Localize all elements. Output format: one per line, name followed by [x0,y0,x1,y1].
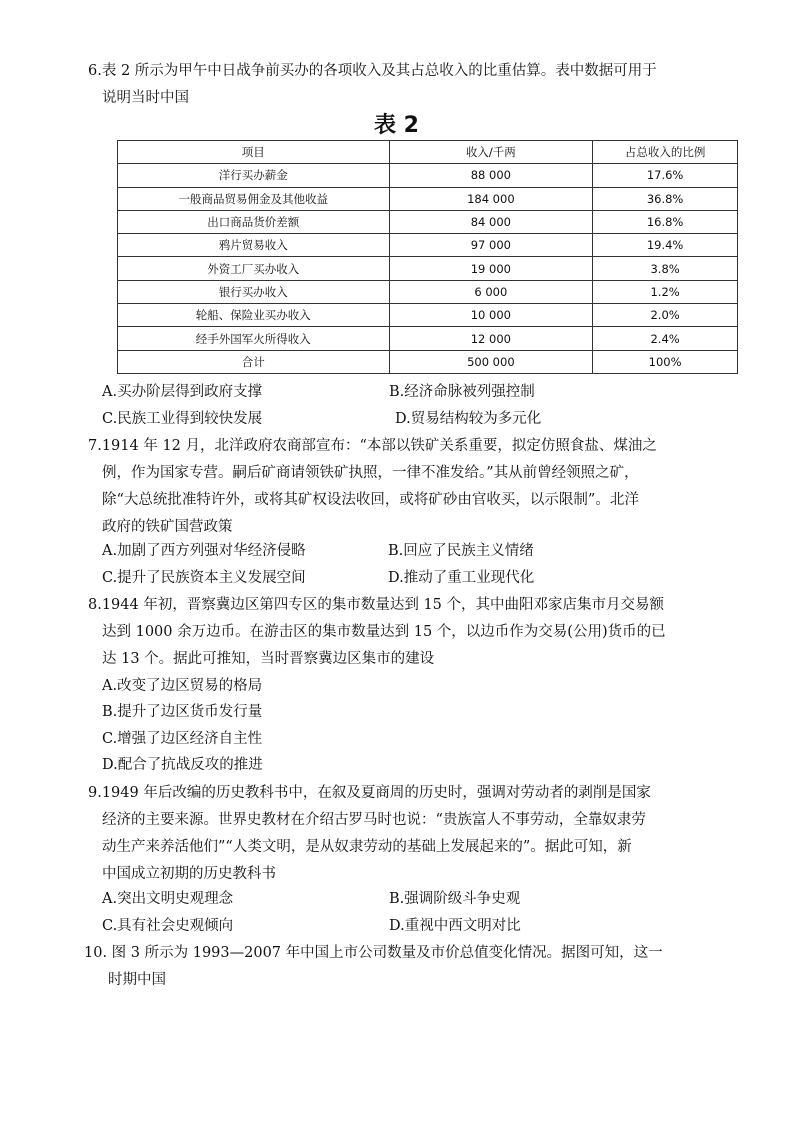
table-row [118,187,738,210]
cell-ratio: 2.4% [593,327,738,350]
cell-ratio: 1.2% [593,280,738,303]
question-7-options-row-1 [102,538,702,565]
cell-ratio: 19.4% [593,234,738,257]
table-header-row [118,141,738,164]
option-c[interactable]: C.增强了边区经济自主性 [102,731,263,747]
question-7-stem [88,433,716,541]
question-9-line-2: 经济的主要来源。世界史教材在介绍古罗马时也说：“贵族富人不事劳动，全靠奴隶劳 [102,812,646,828]
question-6-options-row-2 [102,406,702,433]
cell-ratio: 17.6% [593,164,738,187]
question-6-line-2: 说明当时中国 [102,90,189,106]
question-9-line-4: 中国成立初期的历史教科书 [102,866,276,882]
table-row [118,304,738,327]
option-b[interactable]: B.回应了民族主义情绪 [388,543,534,559]
option-c[interactable]: C.提升了民族资本主义发展空间 [102,570,306,586]
cell-item: 合计 [118,350,390,373]
cell-income: 19 000 [389,257,593,280]
option-a[interactable]: A.加剧了西方列强对华经济侵略 [102,543,306,559]
question-10-line-2: 时期中国 [108,972,166,988]
table-total-row [118,350,738,373]
question-9-line-3: 动生产来养活他们”“人类文明，是从奴隶劳动的基础上发展起来的”。据此可知，新 [102,839,632,855]
cell-ratio: 36.8% [593,187,738,210]
table-row [118,257,738,280]
cell-item: 洋行买办薪金 [118,164,390,187]
option-c[interactable]: C.民族工业得到较快发展 [102,411,263,427]
question-7-line-1: 7.1914 年 12 月，北洋政府农商部宣布：“本部以铁矿关系重要，拟定仿照食盐、煤油之 [88,438,657,454]
cell-item: 银行买办收入 [118,280,390,303]
question-10-line-1: 10. 图 3 所示为 1993—2007 年中国上市公司数量及市价总值变化情况。据图可知，这一 [84,945,663,961]
cell-ratio: 16.8% [593,210,738,233]
cell-item: 一般商品贸易佣金及其他收益 [118,187,390,210]
cell-income: 6 000 [389,280,593,303]
question-9-stem [88,780,716,888]
header-ratio: 占总收入的比例 [593,141,738,164]
table-row [118,234,738,257]
question-8-line-2: 达到 1000 余万边币。在游击区的集市数量达到 15 个，以边币作为交易(公用)货币的已 [102,624,666,640]
cell-ratio: 100% [593,350,738,373]
cell-item: 经手外国军火所得收入 [118,327,390,350]
option-d[interactable]: D.重视中西文明对比 [389,918,521,934]
option-a[interactable]: A.突出文明史观理念 [102,891,234,907]
cell-item: 轮船、保险业买办收入 [118,304,390,327]
cell-item: 外资工厂买办收入 [118,257,390,280]
option-a[interactable]: A.改变了边区贸易的格局 [102,678,263,694]
cell-income: 97 000 [389,234,593,257]
question-7-options-row-2 [102,565,702,592]
question-10-stem [84,940,718,994]
cell-income: 12 000 [389,327,593,350]
question-7-line-3: 除“大总统批准特许外，或将其矿权设法收回，或将矿砂由官收买，以示限制”。北洋 [102,492,639,508]
question-7-line-2: 例，作为国家专营。嗣后矿商请领铁矿执照，一律不准发给。”其从前曾经领照之矿， [102,465,639,481]
option-d[interactable]: D.配合了抗战反攻的推进 [102,757,263,773]
cell-ratio: 2.0% [593,304,738,327]
question-6-options-row-1 [102,379,702,406]
table-title: 表 2 [374,113,419,138]
option-b[interactable]: B.提升了边区货币发行量 [102,704,263,720]
table-row [118,327,738,350]
table-row [118,164,738,187]
cell-ratio: 3.8% [593,257,738,280]
option-d[interactable]: D.贸易结构较为多元化 [395,411,542,427]
table-row [118,210,738,233]
question-8-stem [88,592,716,673]
cell-income: 500 000 [389,350,593,373]
question-8-line-1: 8.1944 年初，晋察冀边区第四专区的集市数量达到 15 个，其中曲阳邓家店集市月交易额 [88,597,665,613]
option-c[interactable]: C.具有社会史观倾向 [102,918,234,934]
cell-income: 10 000 [389,304,593,327]
cell-income: 84 000 [389,210,593,233]
income-table [117,140,738,374]
question-6-line-1: 6.表 2 所示为甲午中日战争前买办的各项收入及其占总收入的比重估算。表中数据可用于 [88,63,657,79]
option-b[interactable]: B.经济命脉被列强控制 [389,384,535,400]
option-d[interactable]: D.推动了重工业现代化 [388,570,535,586]
header-income: 收入/千两 [389,141,593,164]
cell-income: 184 000 [389,187,593,210]
cell-item: 鸦片贸易收入 [118,234,390,257]
cell-item: 出口商品货价差额 [118,210,390,233]
table-row [118,280,738,303]
question-9-line-1: 9.1949 年后改编的历史教科书中，在叙及夏商周的历史时，强调对劳动者的剥削是国家 [88,785,651,801]
question-9-options-row-2 [102,913,702,940]
question-6-stem [88,58,716,112]
option-a[interactable]: A.买办阶层得到政府支撑 [102,384,263,400]
cell-income: 88 000 [389,164,593,187]
header-item: 项目 [118,141,390,164]
option-b[interactable]: B.强调阶级斗争史观 [389,891,521,907]
question-8-line-3: 达 13 个。据此可推知，当时晋察冀边区集市的建设 [102,651,435,667]
question-7-line-4: 政府的铁矿国营政策 [102,519,233,535]
question-9-options-row-1 [102,886,702,913]
